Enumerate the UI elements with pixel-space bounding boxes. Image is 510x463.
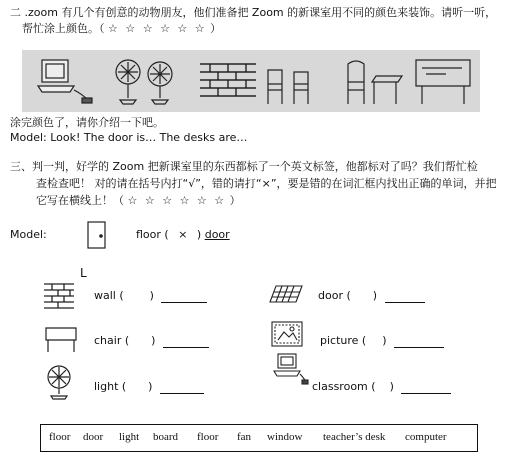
- brick-wall-icon: [200, 64, 256, 96]
- item-chair: chair ( ): [94, 334, 209, 348]
- item-classroom: classroom ( ): [312, 380, 451, 394]
- answer-line[interactable]: [394, 335, 444, 348]
- item-light: light ( ): [94, 380, 204, 394]
- classroom-picture-strip: [22, 50, 480, 112]
- picture-icon: [270, 320, 304, 348]
- word-bank-item: floor: [197, 431, 219, 443]
- desk-icon: [372, 76, 402, 104]
- word-bank-item: computer: [405, 431, 447, 443]
- answer-line[interactable]: [163, 335, 209, 348]
- item-wall: wall ( ): [94, 289, 207, 303]
- fan-icon: [116, 60, 140, 104]
- door-icon: [86, 220, 108, 250]
- word-bank: [40, 424, 478, 452]
- computer-icon: [38, 60, 92, 103]
- section2-model-sentence: Model: Look! The door is… The desks are…: [10, 131, 248, 144]
- section2-instruction-line2: 帮忙涂上颜色。（ ☆ ☆ ☆ ☆ ☆ ☆ ）: [22, 22, 222, 35]
- chair-icon: [294, 72, 308, 104]
- model-mark: ×: [178, 228, 188, 241]
- section3-instruction-line2: 查检查吧！ 对的请在括号内打“√”，错的请打“×”，要是错的在词汇框内找出正确的单词，并把: [36, 177, 497, 190]
- classroom-board-icon: [416, 60, 470, 104]
- section2-instruction-line1: 二 .zoom 有几个有创意的动物朋友，他们准备把 Zoom 的新课室用不同的颜色来装饰。请听一听，: [10, 6, 497, 19]
- answer-line[interactable]: [385, 290, 425, 303]
- stray-mark: L: [80, 266, 87, 280]
- brick-wall-icon: [42, 280, 76, 310]
- difficulty-stars: ☆ ☆ ☆ ☆ ☆ ☆: [108, 22, 207, 35]
- model-label: Model:: [10, 228, 47, 241]
- difficulty-stars: ☆ ☆ ☆ ☆ ☆ ☆: [127, 194, 227, 207]
- section3-instruction-line1: 三、判一判，好学的 Zoom 把新课室里的东西都标了一个英文标签，他都标对了吗？我们帮忙检: [10, 160, 478, 173]
- chair-icon: [268, 70, 282, 104]
- word-bank-item: floor: [49, 431, 71, 443]
- item-picture: picture ( ): [320, 334, 444, 348]
- word-bank-item: door: [83, 431, 104, 443]
- fan-icon: [44, 364, 74, 400]
- answer-line[interactable]: [160, 381, 204, 394]
- computer-icon: [270, 352, 310, 386]
- answer-line[interactable]: [161, 290, 207, 303]
- word-bank-item: light: [119, 431, 140, 443]
- model-answer: door: [204, 228, 230, 241]
- word-bank-item: board: [153, 431, 179, 443]
- answer-line[interactable]: [401, 381, 451, 394]
- chair-icon: [348, 61, 364, 104]
- word-bank-item: window: [267, 431, 303, 443]
- section3-instruction-line3: 它写在横线上！（ ☆ ☆ ☆ ☆ ☆ ☆ ）: [36, 194, 241, 207]
- model-item: floor ( × ) door: [136, 228, 230, 241]
- word-bank-item: teacher’s desk: [323, 431, 386, 443]
- desk-icon: [42, 324, 80, 354]
- section2-after-line1: 涂完颜色了，请你介绍一下吧。: [10, 116, 164, 129]
- word-bank-item: fan: [237, 431, 252, 443]
- fan-icon: [148, 62, 172, 104]
- item-door: door ( ): [318, 289, 425, 303]
- floor-icon: [268, 282, 304, 306]
